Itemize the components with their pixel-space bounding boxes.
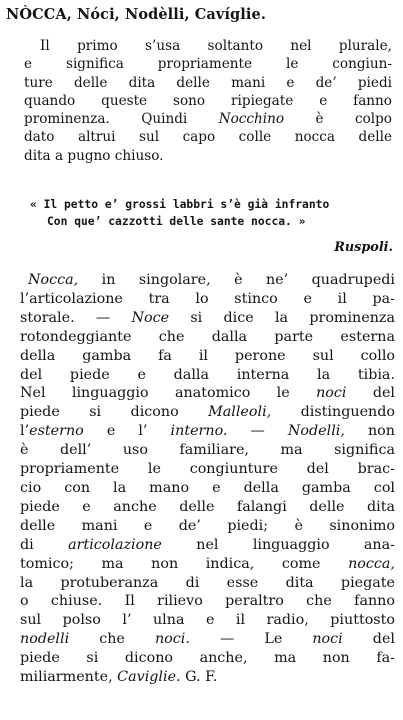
italic-term: Nodelli, [287, 423, 345, 440]
italic-term: Noce [131, 309, 170, 326]
definition-line: ture delle dita delle mani e de’ piedi [24, 74, 392, 91]
entry-headword: NÒCCA, Nóci, Nodèlli, Cavíglie. [6, 6, 266, 23]
usage-line: propriamente le congiunture del brac- [20, 461, 395, 478]
italic-term: esterno [29, 423, 84, 440]
usage-line: l’esterno e l’ interno. — Nodelli, non [20, 423, 395, 440]
italic-term: articolazione [68, 536, 162, 553]
definition-line: dita a pugno chiuso. [24, 147, 164, 164]
usage-line: di articolazione nel linguaggio ana- [20, 536, 395, 553]
usage-line: o chiuse. Il rilievo peraltro che fanno [20, 593, 395, 610]
definition-line: quando queste sono ripiegate e fanno [24, 92, 392, 109]
italic-term: nodelli [20, 631, 70, 648]
definition-line: dato altrui sul capo colle nocca delle [24, 129, 392, 146]
italic-term: noci. [154, 631, 190, 648]
italic-term: Nocchino [218, 111, 285, 128]
italic-term: noci [316, 385, 347, 402]
usage-line: rotondeggiante che dalla parte esterna [20, 328, 395, 345]
usage-line: cio con la mano e della gamba col [20, 479, 395, 496]
italic-term: interno. [170, 423, 228, 440]
italic-term: Caviglie. [117, 669, 181, 686]
usage-line: tomico; ma non indica, come nocca, [20, 555, 395, 572]
usage-line: piede si dicono Malleoli, distinguendo [20, 404, 395, 421]
usage-line: la protuberanza di esse dita piegate [20, 574, 395, 591]
definition-line: Il primo s’usa soltanto nel plurale, [40, 38, 392, 54]
quotation-line-2: Con que’ cazzotti delle sante nocca. » [47, 215, 306, 228]
usage-line: piede si dicono anche, ma non fa- [20, 650, 395, 667]
usage-paragraph [20, 271, 395, 687]
usage-line: nodelli che noci. — Le noci del [20, 631, 395, 648]
italic-term: nocca, [348, 555, 395, 572]
usage-line: storale. — Noce si dice la prominenza [20, 309, 395, 326]
italic-term: Nocca, [28, 272, 79, 288]
quotation-attribution: Ruspoli. [334, 240, 393, 255]
usage-line: del piede e dalla interna la tibia. [20, 366, 395, 383]
definition-paragraph [24, 37, 392, 165]
usage-line: Nocca, in singolare, è ne’ quadrupedi [28, 272, 395, 288]
usage-line: miliarmente, Caviglie. G. F. [20, 669, 218, 686]
italic-term: Malleoli, [208, 404, 272, 421]
usage-line: sul polso l’ ulna e il radio, piuttosto [20, 612, 395, 629]
usage-line: è dell’ uso familiare, ma significa [20, 442, 395, 459]
definition-line: e significa propriamente le congiun- [24, 56, 392, 73]
usage-line: delle mani e de’ piedi; è sinonimo [20, 517, 395, 534]
usage-line: Nel linguaggio anatomico le noci del [20, 385, 396, 402]
usage-line: l’articolazione tra lo stinco e il pa- [20, 290, 395, 307]
usage-line: della gamba fa il perone sul collo [20, 347, 395, 364]
italic-term: noci [312, 631, 343, 648]
usage-line: piede e anche delle falangi delle dita [20, 498, 395, 515]
poem-quotation [30, 196, 370, 230]
quotation-line-1: « Il petto e’ grossi labbri s’è già infranto [30, 198, 330, 211]
definition-line: prominenza. Quindi Nocchino è colpo [24, 111, 392, 128]
